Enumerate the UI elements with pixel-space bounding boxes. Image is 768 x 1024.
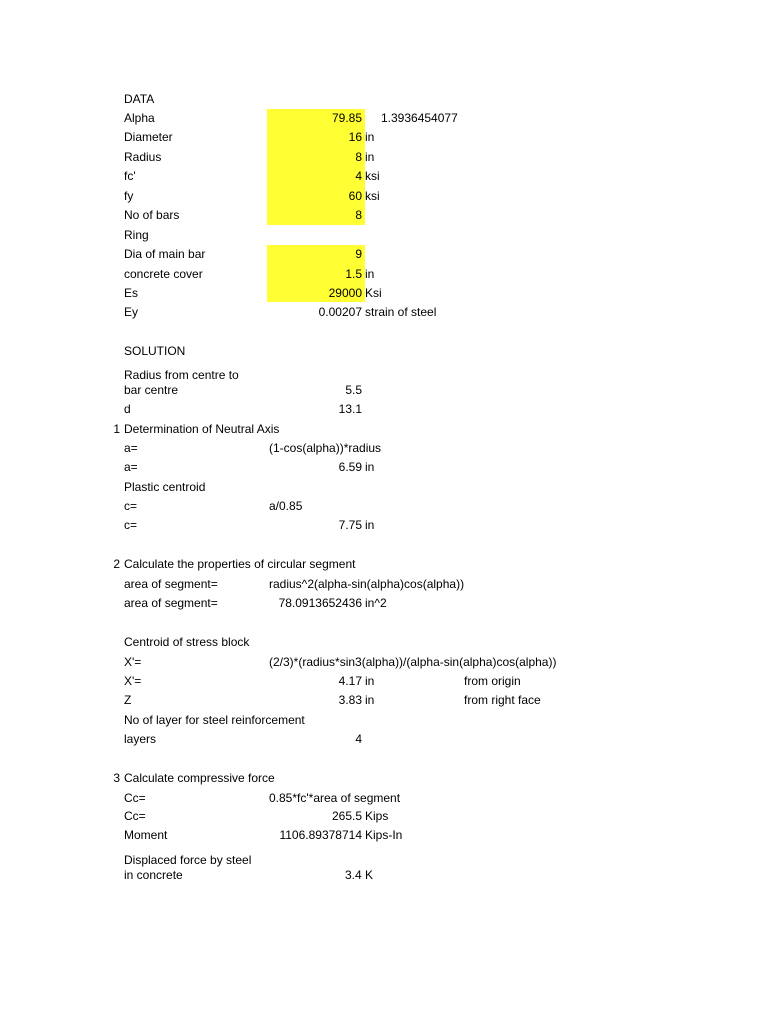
- a-label-2: a=: [124, 460, 138, 474]
- cc-value: 265.5: [331, 809, 362, 823]
- layers-label: layers: [124, 732, 157, 746]
- fc-value[interactable]: 4: [355, 169, 362, 183]
- radius-centre-value: 5.5: [345, 383, 362, 397]
- moment-value: 1106.89378714: [279, 828, 362, 842]
- c-unit: in: [365, 518, 375, 532]
- c-label-2: c=: [124, 518, 138, 532]
- area-unit: in^2: [365, 596, 387, 610]
- step1-title: Determination of Neutral Axis: [124, 422, 280, 436]
- area-label-2: area of segment=: [124, 596, 218, 610]
- bars-label: No of bars: [124, 208, 180, 222]
- fc-label: fc': [124, 169, 136, 183]
- diameter-label: Diameter: [124, 130, 173, 144]
- solution-heading: SOLUTION: [124, 344, 186, 358]
- alpha-radians: 1.3936454077: [381, 111, 458, 125]
- cc-unit: Kips: [365, 809, 389, 823]
- diameter-unit: in: [365, 130, 375, 144]
- x-label: X'=: [124, 655, 142, 669]
- d-label: d: [124, 402, 131, 416]
- radius-unit: in: [365, 150, 375, 164]
- ring-label: Ring: [124, 228, 149, 242]
- layer-heading: No of layer for steel reinforcement: [124, 713, 305, 727]
- data-heading: DATA: [124, 92, 155, 106]
- fy-value[interactable]: 60: [348, 189, 362, 203]
- a-value: 6.59: [338, 460, 362, 474]
- step3-number: 3: [113, 771, 120, 785]
- displaced-label-2: in concrete: [124, 868, 183, 882]
- area-label: area of segment=: [124, 577, 218, 591]
- ey-label: Ey: [124, 305, 139, 319]
- cc-label-2: Cc=: [124, 809, 146, 823]
- cc-formula: 0.85*fc'*area of segment: [269, 791, 401, 805]
- x-formula: (2/3)*(radius*sin3(alpha))/(alpha-sin(alpha)cos(alpha)): [269, 655, 557, 669]
- c-formula: a/0.85: [269, 499, 303, 513]
- x-value: 4.17: [338, 674, 362, 688]
- c-label: c=: [124, 499, 138, 513]
- alpha-value[interactable]: 79.85: [331, 111, 362, 125]
- area-value: 78.0913652436: [278, 596, 362, 610]
- cover-unit: in: [365, 267, 375, 281]
- z-value: 3.83: [338, 693, 362, 707]
- displaced-value: 3.4 K: [345, 868, 374, 882]
- moment-label: Moment: [124, 828, 168, 842]
- es-value[interactable]: 29000: [328, 286, 362, 300]
- fy-unit: ksi: [365, 189, 380, 203]
- es-label: Es: [124, 286, 139, 300]
- es-unit: Ksi: [365, 286, 382, 300]
- a-unit: in: [365, 460, 375, 474]
- plastic-centroid-label: Plastic centroid: [124, 480, 206, 494]
- moment-unit: Kips-In: [365, 828, 403, 842]
- radius-label: Radius: [124, 150, 162, 164]
- cover-value[interactable]: 1.5: [345, 267, 362, 281]
- bars-value[interactable]: 8: [355, 208, 362, 222]
- main-bar-value[interactable]: 9: [355, 247, 362, 261]
- diameter-value[interactable]: 16: [348, 130, 362, 144]
- z-note: from right face: [464, 693, 541, 707]
- layers-value: 4: [355, 732, 362, 746]
- cover-label: concrete cover: [124, 267, 203, 281]
- radius-centre-label-1: Radius from centre to: [124, 368, 239, 382]
- x-unit: in: [365, 674, 375, 688]
- step2-number: 2: [113, 557, 120, 571]
- radius-value[interactable]: 8: [355, 150, 362, 164]
- a-formula: (1-cos(alpha))*radius: [269, 441, 382, 455]
- area-formula: radius^2(alpha-sin(alpha)cos(alpha)): [269, 577, 465, 591]
- fy-label: fy: [124, 189, 134, 203]
- x-note: from origin: [464, 674, 521, 688]
- alpha-label: Alpha: [124, 111, 155, 125]
- ey-value: 0.00207: [318, 305, 362, 319]
- x-label-2: X'=: [124, 674, 142, 688]
- radius-centre-label-2: bar centre: [124, 383, 179, 397]
- cc-label: Cc=: [124, 791, 146, 805]
- displaced-label-1: Displaced force by steel: [124, 853, 252, 867]
- z-label: Z: [124, 693, 132, 707]
- ey-unit: strain of steel: [365, 305, 437, 319]
- step3-title: Calculate compressive force: [124, 771, 275, 785]
- d-value: 13.1: [338, 402, 362, 416]
- step2-title: Calculate the properties of circular segment: [124, 557, 356, 571]
- step1-number: 1: [113, 422, 120, 436]
- c-value: 7.75: [338, 518, 362, 532]
- z-unit: in: [365, 693, 375, 707]
- centroid-heading: Centroid of stress block: [124, 635, 250, 649]
- fc-unit: ksi: [365, 169, 380, 183]
- main-bar-label: Dia of main bar: [124, 247, 206, 261]
- a-label: a=: [124, 441, 138, 455]
